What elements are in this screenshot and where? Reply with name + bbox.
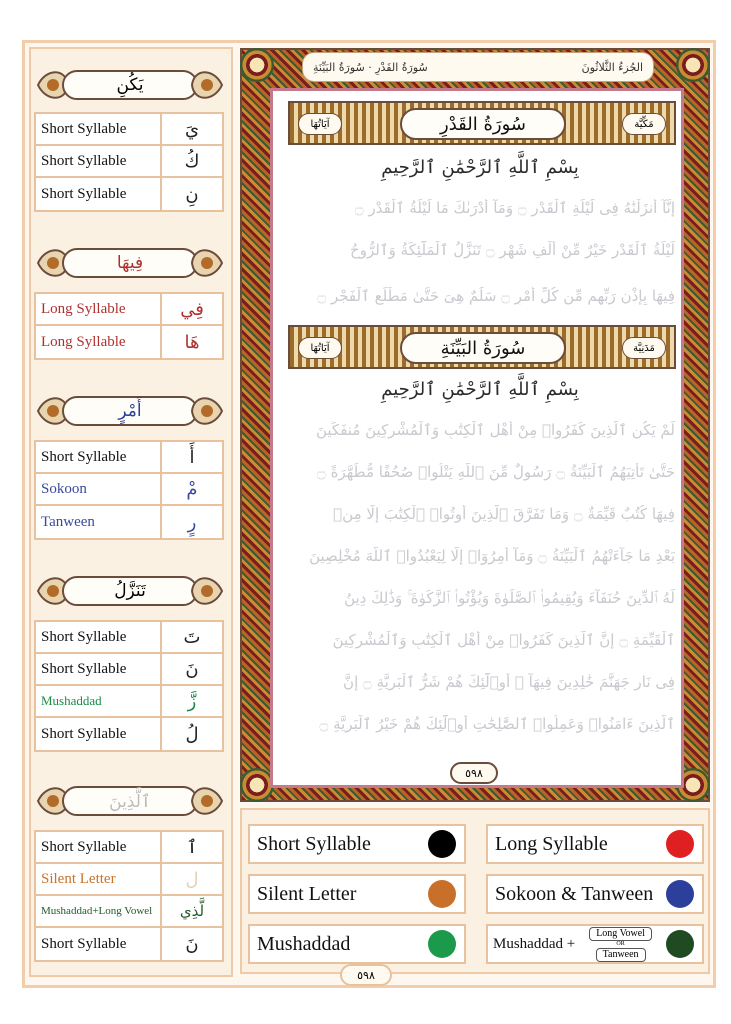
syllable-table <box>34 620 224 752</box>
syllable-arabic: ل <box>185 868 199 890</box>
syllable-label: Short Syllable <box>36 146 162 176</box>
syllable-arabic: زَّ <box>187 690 197 712</box>
legend-label: Short Syllable <box>257 832 371 855</box>
syllable-label: Short Syllable <box>36 178 162 210</box>
page-number: ٥٩٨ <box>450 762 498 784</box>
syllable-arabic: مْ <box>186 478 198 500</box>
color-dot-icon <box>666 880 694 908</box>
syllable-arabic: نَ <box>185 933 199 955</box>
word-header <box>36 568 224 612</box>
syllable-arabic: لُ <box>185 723 199 745</box>
sub-label: Long Vowel <box>589 927 652 941</box>
verse-line: فِى نَارِ جَهَنَّمَ خَٰلِدِينَ فِيهَآ ۚ أُو۟لَٰٓئِكَ هُمْ شَرُّ ٱلْبَرِيَّةِ ۝ إِنَّ <box>343 673 675 691</box>
ornament-icon <box>190 66 224 104</box>
surah-header <box>288 325 676 369</box>
table-row <box>36 928 222 960</box>
corner-ornament-icon <box>676 48 710 82</box>
table-row <box>36 178 222 210</box>
legend-label: Sokoon & Tanween <box>495 882 654 905</box>
basmala: بِسْمِ ٱللَّهِ ٱلرَّحْمَٰنِ ٱلرَّحِيمِ <box>381 157 579 178</box>
legend-item <box>248 824 466 864</box>
revelation-type: مَدَنِيَّة <box>622 337 666 359</box>
syllable-label: Short Syllable <box>36 442 162 472</box>
ornament-icon <box>190 572 224 610</box>
surah-title: سُورَةُ القَدْرِ <box>400 108 566 140</box>
corner-ornament-icon <box>240 48 274 82</box>
table-row <box>36 114 222 146</box>
color-dot-icon <box>666 830 694 858</box>
basmala: بِسْمِ ٱللَّهِ ٱلرَّحْمَٰنِ ٱلرَّحِيمِ <box>381 379 579 400</box>
ornament-icon <box>190 782 224 820</box>
word-title: أَمْرٍ <box>62 396 198 426</box>
syllable-label: Short Syllable <box>36 622 162 652</box>
word-title: تَنَزَّلُ <box>62 576 198 606</box>
syllable-label: Short Syllable <box>36 114 162 144</box>
page-header <box>302 52 654 82</box>
table-row <box>36 474 222 506</box>
syllable-arabic: كُ <box>184 150 200 172</box>
mushaf-frame <box>240 48 710 802</box>
text-area <box>270 88 684 788</box>
ayat-label: آيَاتُهَا <box>298 113 342 135</box>
legend-item <box>486 874 704 914</box>
syllable-label: Short Syllable <box>36 832 162 862</box>
syllable-arabic: لَّذِي <box>179 902 205 920</box>
color-dot-icon <box>428 930 456 958</box>
table-row <box>36 718 222 750</box>
word-header <box>36 778 224 822</box>
syllable-label: Tanween <box>36 506 162 538</box>
legend-label: Long Syllable <box>495 832 608 855</box>
syllable-table <box>34 112 224 212</box>
verse-line: إِنَّآ أَنزَلْنَٰهُ فِى لَيْلَةِ ٱلْقَدْرِ ۝ وَمَآ أَدْرَىٰكَ مَا لَيْلَةُ ٱلْقَدْرِ ۝ <box>354 199 675 217</box>
syllable-arabic: ٱ <box>186 836 198 858</box>
syllable-arabic: تَ <box>183 626 201 648</box>
color-dot-icon <box>428 880 456 908</box>
legend-sublabels <box>589 927 652 962</box>
verse-line: حَتَّىٰ تَأْتِيَهُمُ ٱلْبَيِّنَةُ ۝ رَسُولٌ مِّنَ ٱللَّهِ يَتْلُوا۟ صُحُفًا مُّطَهَّرَةً ۝ <box>317 463 675 481</box>
syllable-label: Silent Letter <box>36 864 162 894</box>
verse-line: فِيهَا بِإِذْنِ رَبِّهِم مِّن كُلِّ أَمْرٍ ۝ سَلَٰمٌ هِىَ حَتَّىٰ مَطْلَعِ ٱلْفَجْرِ ۝ <box>317 287 675 305</box>
word-header <box>36 62 224 106</box>
verse-line: ٱلَّذِينَ ءَامَنُوا۟ وَعَمِلُوا۟ ٱلصَّٰلِحَٰتِ أُو۟لَٰٓئِكَ هُمْ خَيْرُ ٱلْبَرِيَّةِ ۝ <box>319 715 675 733</box>
syllable-arabic: هَا <box>184 331 200 353</box>
table-row <box>36 864 222 896</box>
ornament-icon <box>190 244 224 282</box>
verse-line: بَعْدِ مَا جَآءَتْهُمُ ٱلْبَيِّنَةُ ۝ وَمَآ أُمِرُوٓا۟ إِلَّا لِيَعْبُدُوا۟ ٱللَّهَ مُخْلِصِينَ <box>309 547 675 565</box>
word-header <box>36 388 224 432</box>
color-dot-icon <box>666 930 694 958</box>
legend-label: Mushaddad <box>257 932 351 955</box>
syllable-arabic: نَ <box>185 658 199 680</box>
verse-line: ٱلْقَيِّمَةِ ۝ إِنَّ ٱلَّذِينَ كَفَرُوا۟ مِنْ أَهْلِ ٱلْكِتَٰبِ وَٱلْمُشْرِكِينَ <box>332 631 675 649</box>
legend-item <box>248 874 466 914</box>
syllable-arabic: أَ <box>189 446 195 468</box>
syllable-label: Short Syllable <box>36 928 162 960</box>
syllable-label: Long Syllable <box>36 294 162 324</box>
word-title: يَكُنِ <box>62 70 198 100</box>
table-row <box>36 294 222 326</box>
color-legend <box>240 808 710 974</box>
syllable-arabic: رٍ <box>187 511 197 533</box>
legend-label: Silent Letter <box>257 882 357 905</box>
table-row <box>36 896 222 928</box>
table-row <box>36 654 222 686</box>
table-row <box>36 326 222 358</box>
syllable-table <box>34 830 224 962</box>
syllable-arabic: نِ <box>185 183 199 205</box>
legend-item <box>248 924 466 964</box>
syllable-arabic: يَ <box>184 118 200 140</box>
verse-line: لَهُ ٱلدِّينَ حُنَفَآءَ وَيُقِيمُوا۟ ٱلصَّلَوٰةَ وَيُؤْتُوا۟ ٱلزَّكَوٰةَ ۚ وَذَٰلِكَ دِينُ <box>344 589 675 607</box>
surah-names-header: سُورَةُ القَدْرِ · سُورَةُ البَيِّنَةِ <box>313 60 428 74</box>
word-title: فِيهَا <box>62 248 198 278</box>
legend-item <box>486 924 704 964</box>
syllable-label: Mushaddad+Long Vowel <box>36 896 162 926</box>
surah-header <box>288 101 676 145</box>
syllable-arabic: فِي <box>180 298 204 320</box>
revelation-type: مَكِّيَّة <box>622 113 666 135</box>
legend-item <box>486 824 704 864</box>
syllable-label: Mushaddad <box>36 686 162 716</box>
word-title: ٱلَّذِينَ <box>62 786 198 816</box>
verse-line: فِيهَا كُتُبٌ قَيِّمَةٌ ۝ وَمَا تَفَرَّقَ ٱلَّذِينَ أُوتُوا۟ ٱلْكِتَٰبَ إِلَّا مِنۢ <box>333 505 675 523</box>
sub-label: Tanween <box>596 948 646 962</box>
verse-line: لَمْ يَكُنِ ٱلَّذِينَ كَفَرُوا۟ مِنْ أَهْلِ ٱلْكِتَٰبِ وَٱلْمُشْرِكِينَ مُنفَكِّينَ <box>315 421 675 439</box>
table-row <box>36 622 222 654</box>
sub-or: OR <box>616 940 625 947</box>
table-row <box>36 686 222 718</box>
table-row <box>36 442 222 474</box>
ayat-label: آيَاتُهَا <box>298 337 342 359</box>
syllable-label: Short Syllable <box>36 654 162 684</box>
footer-page-number: ٥٩٨ <box>340 964 392 986</box>
table-row <box>36 832 222 864</box>
juz-header: الجُزءُ الثَّلاثُونَ <box>581 60 643 74</box>
corner-ornament-icon <box>240 768 274 802</box>
color-dot-icon <box>428 830 456 858</box>
ornament-icon <box>190 392 224 430</box>
syllable-label: Short Syllable <box>36 718 162 750</box>
word-header <box>36 240 224 284</box>
syllable-label: Sokoon <box>36 474 162 504</box>
surah-title: سُورَةُ البَيِّنَةِ <box>400 332 566 364</box>
table-row <box>36 506 222 538</box>
syllable-label: Long Syllable <box>36 326 162 358</box>
legend-label: Mushaddad + <box>493 935 576 952</box>
table-row <box>36 146 222 178</box>
syllable-table <box>34 292 224 360</box>
syllable-table <box>34 440 224 540</box>
verse-line: لَيْلَةُ ٱلْقَدْرِ خَيْرٌ مِّنْ أَلْفِ شَهْرٍ ۝ تَنَزَّلُ ٱلْمَلَٰٓئِكَةُ وَٱلرُّوحُ <box>350 241 675 259</box>
